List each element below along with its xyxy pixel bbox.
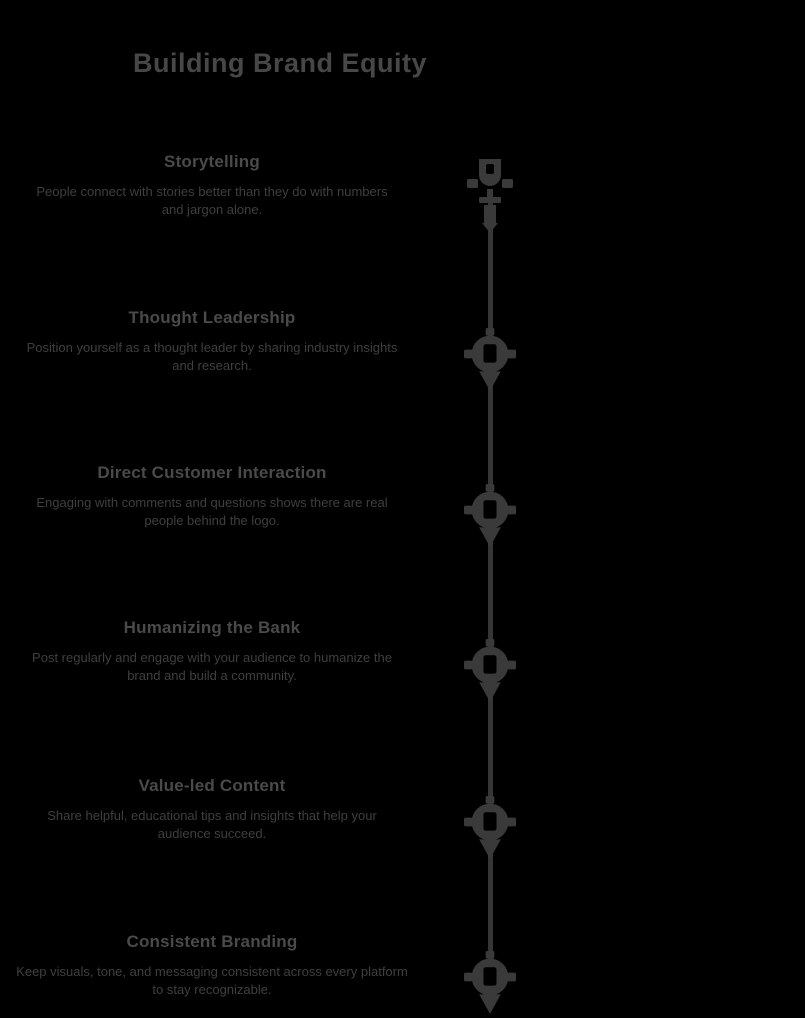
entry-description: Engaging with comments and questions shows there are real people behind the logo.	[36, 495, 388, 529]
timeline-node	[464, 796, 516, 861]
timeline-entry	[12, 152, 412, 219]
timeline-entry	[12, 932, 412, 999]
timeline-entry	[12, 618, 412, 685]
entry-description: Keep visuals, tone, and messaging consistent across every platform to stay recognizable.	[16, 964, 408, 998]
badge-icon	[464, 328, 516, 393]
timeline-entry	[12, 776, 412, 843]
entry-description: Share helpful, educational tips and insights that help your audience succeed.	[47, 808, 377, 842]
entry-heading: Consistent Branding	[126, 932, 298, 951]
entry-heading: Thought Leadership	[128, 308, 296, 327]
entry-heading: Storytelling	[164, 152, 260, 171]
timeline-entry	[12, 308, 412, 375]
entry-heading: Humanizing the Bank	[123, 618, 301, 637]
entry-heading: Value-led Content	[138, 776, 286, 795]
award-icon	[464, 155, 516, 235]
badge-icon	[464, 796, 516, 861]
entry-heading: Direct Customer Interaction	[97, 463, 327, 482]
timeline-node	[464, 639, 516, 704]
timeline-node	[464, 484, 516, 549]
badge-icon	[464, 639, 516, 704]
timeline-node	[464, 951, 516, 1016]
badge-icon	[464, 484, 516, 549]
entry-description: People connect with stories better than they do with numbers and jargon alone.	[36, 184, 388, 218]
timeline-node	[464, 328, 516, 393]
entry-description: Position yourself as a thought leader by sharing industry insights and research.	[26, 340, 398, 374]
timeline-node	[464, 155, 516, 235]
badge-icon	[464, 951, 516, 1016]
timeline-entry	[12, 463, 412, 530]
entry-description: Post regularly and engage with your audience to humanize the brand and build a community.	[32, 650, 392, 684]
timeline-line	[488, 196, 493, 1008]
page-title: Building Brand Equity	[133, 48, 427, 78]
